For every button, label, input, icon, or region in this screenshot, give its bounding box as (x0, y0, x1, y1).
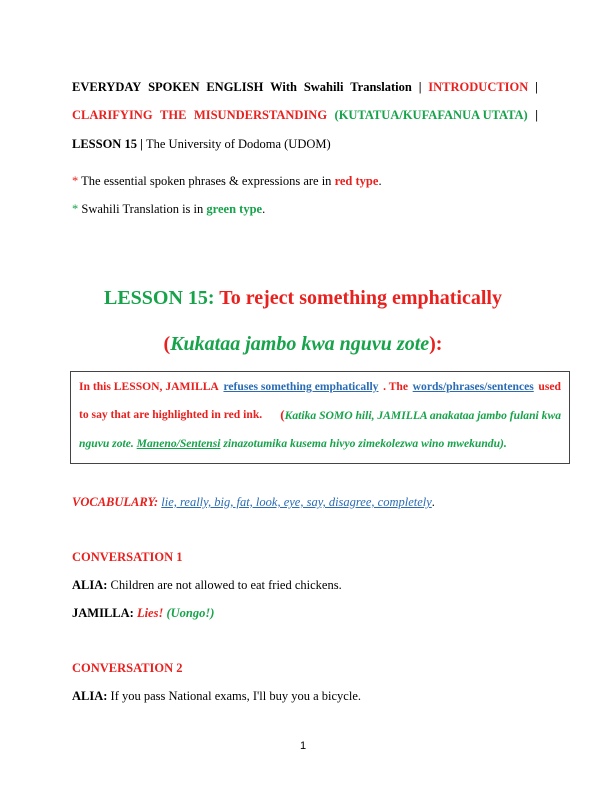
header-word: ENGLISH (206, 80, 264, 94)
words-phrases-link[interactable]: words/phrases/sentences (412, 380, 534, 393)
header-word: Translation (350, 80, 412, 94)
header-introduction: INTRODUCTION (428, 80, 529, 94)
header-separator: | (535, 80, 538, 94)
box-paren: ( (280, 407, 285, 422)
conversation-1-heading: CONVERSATION 1 (72, 550, 183, 564)
bullet-star: * (72, 202, 79, 216)
header-separator: | (418, 80, 422, 94)
box-text: . The (383, 380, 409, 393)
speaker-phrase: Lies! (136, 606, 164, 620)
header-word: THE (160, 108, 187, 122)
box-line-3 (79, 436, 561, 452)
header-word: CLARIFYING (72, 108, 153, 122)
maneno-sentensi-link[interactable]: Maneno/Sentensi (136, 437, 221, 450)
header-line-1 (72, 79, 538, 95)
header-word: With (270, 80, 297, 94)
speaker-text: If you pass National exams, I'll buy you a bicycle. (107, 689, 361, 703)
note-highlight: red type (334, 174, 379, 188)
note-end: . (262, 202, 266, 216)
vocabulary-end: . (431, 495, 435, 509)
box-text: used (538, 380, 561, 393)
lesson-title-swahili-text: Kukataa jambo kwa nguvu zote (170, 333, 430, 355)
paren-open: ( (163, 333, 171, 355)
vocabulary-words-link[interactable]: lie, really, big, fat, look, eye, say, disagree, completely (161, 495, 432, 509)
header-lesson: LESSON 15 (72, 137, 137, 151)
header-swahili-subtitle: (KUTATUA/KUFAFANUA UTATA) (334, 108, 528, 122)
box-line-1 (79, 379, 561, 395)
header-separator: | (535, 108, 538, 122)
header-university: The University of Dodoma (UDOM) (145, 137, 331, 151)
conversation-1-alia-line (72, 577, 342, 593)
page-number: 1 (299, 740, 307, 752)
note-highlight: green type (206, 202, 263, 216)
header-line-2 (72, 107, 538, 123)
lesson-title-swahili (0, 331, 606, 357)
refuses-link[interactable]: refuses something emphatically (223, 380, 379, 393)
header-word: Swahili (303, 80, 344, 94)
box-line-2 (79, 407, 561, 424)
lesson-intro-box (70, 371, 570, 464)
speaker-name: ALIA: (72, 689, 108, 703)
box-text: In this LESSON, JAMILLA (79, 380, 219, 393)
lesson-title-number: LESSON 15: (104, 287, 220, 309)
conversation-2-heading: CONVERSATION 2 (72, 661, 183, 675)
lesson-title (0, 285, 606, 311)
conversation-2-alia-line (72, 688, 361, 704)
header-word: EVERYDAY (72, 80, 142, 94)
header-separator: | (140, 137, 143, 151)
note-end: . (378, 174, 382, 188)
note-text: Swahili Translation is in (78, 202, 207, 216)
header-word: MISUNDERSTANDING (193, 108, 328, 122)
box-swahili-text: Katika SOMO hili, JAMILLA anakataa jambo fulani kwa (284, 409, 561, 422)
speaker-name: ALIA: (72, 578, 108, 592)
box-swahili-text: zinazotumika kusema hivyo zimekolezwa wino mwekundu). (220, 437, 507, 450)
vocabulary-line (72, 494, 435, 510)
bullet-star: * (72, 174, 79, 188)
box-text: to say that are highlighted in red ink. (79, 408, 263, 421)
vocabulary-label: VOCABULARY: (72, 495, 159, 509)
speaker-text: Children are not allowed to eat fried chickens. (107, 578, 342, 592)
conversation-1-jamilla-line (72, 605, 214, 621)
header-word: SPOKEN (148, 80, 200, 94)
note-green-type (72, 201, 265, 217)
note-text: The essential spoken phrases & expressions are in (78, 174, 335, 188)
speaker-name: JAMILLA: (72, 606, 134, 620)
header-line-3 (72, 136, 538, 152)
paren-close: ): (429, 333, 443, 355)
box-swahili-text: nguvu zote. (79, 437, 134, 450)
lesson-title-topic: To reject something emphatically (219, 287, 502, 309)
note-red-type (72, 173, 382, 189)
speaker-phrase-swahili: (Uongo!) (166, 606, 215, 620)
